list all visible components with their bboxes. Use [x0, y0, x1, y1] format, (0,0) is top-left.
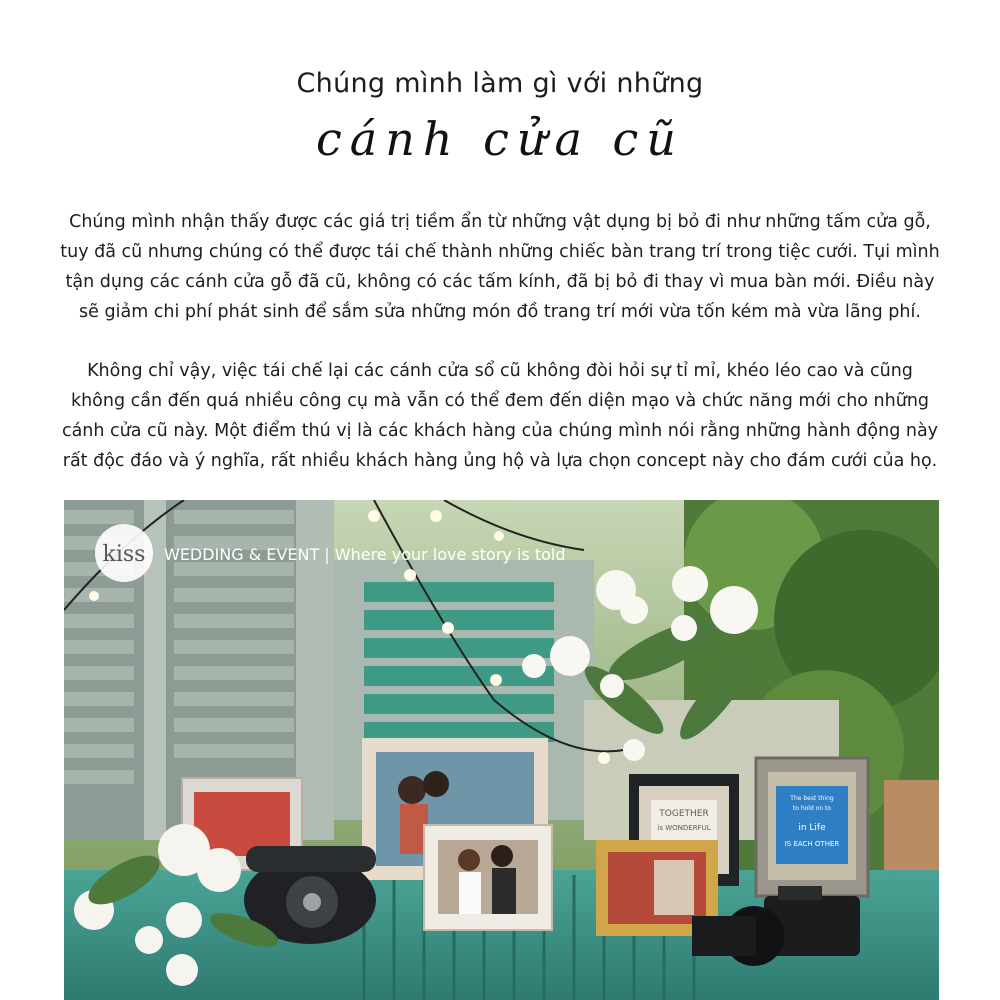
frame-text-best-thing-1: The best thing — [790, 795, 834, 802]
frame-text-in-life: in Life — [798, 823, 826, 833]
heading-line-1: Chúng mình làm gì với những — [296, 68, 704, 99]
wedding-decor-photo — [64, 500, 939, 1000]
watermark-logo: kiss — [102, 542, 146, 567]
frame-text-together: TOGETHER — [659, 809, 709, 819]
paragraph-2: Không chỉ vậy, việc tái chế lại các cánh cửa sổ cũ không đòi hỏi sự tỉ mỉ, khéo léo cao và cũng không cần đến quá nhiều công cụ mà vẫn có thể đem đến diện mạo và chức năng mới cho những cánh cửa cũ này. Một điểm thú vị là các khách hàng của chúng mình nói rằng những hành động này rất độc đáo và ý nghĩa, rất nhiều khách hàng ủng hộ và lựa chọn concept này cho đám cưới của họ. — [61, 361, 939, 471]
frame-text-wonderful: is WONDERFUL — [657, 824, 711, 832]
watermark-text: WEDDING & EVENT | Where your love story is told — [164, 545, 566, 564]
frame-text-best-thing-2: to hold on to — [792, 805, 832, 812]
paragraph-1: Chúng mình nhận thấy được các giá trị tiềm ẩn từ những vật dụng bị bỏ đi như những tấm cửa gỗ, tuy đã cũ nhưng chúng có thể được tái chế thành những chiếc bàn trang trí trong tiệc cưới. Tụi mình tận dụng các cánh cửa gỗ đã cũ, không có các tấm kính, đã bị bỏ đi thay vì mua bàn mới. Điều này sẽ giảm chi phí phát sinh để sắm sửa những món đồ trang trí mới vừa tốn kém mà vừa lãng phí. — [60, 212, 940, 322]
heading-script-line: cánh cửa cũ — [316, 112, 684, 166]
frame-text-each-other: IS EACH OTHER — [784, 840, 840, 848]
